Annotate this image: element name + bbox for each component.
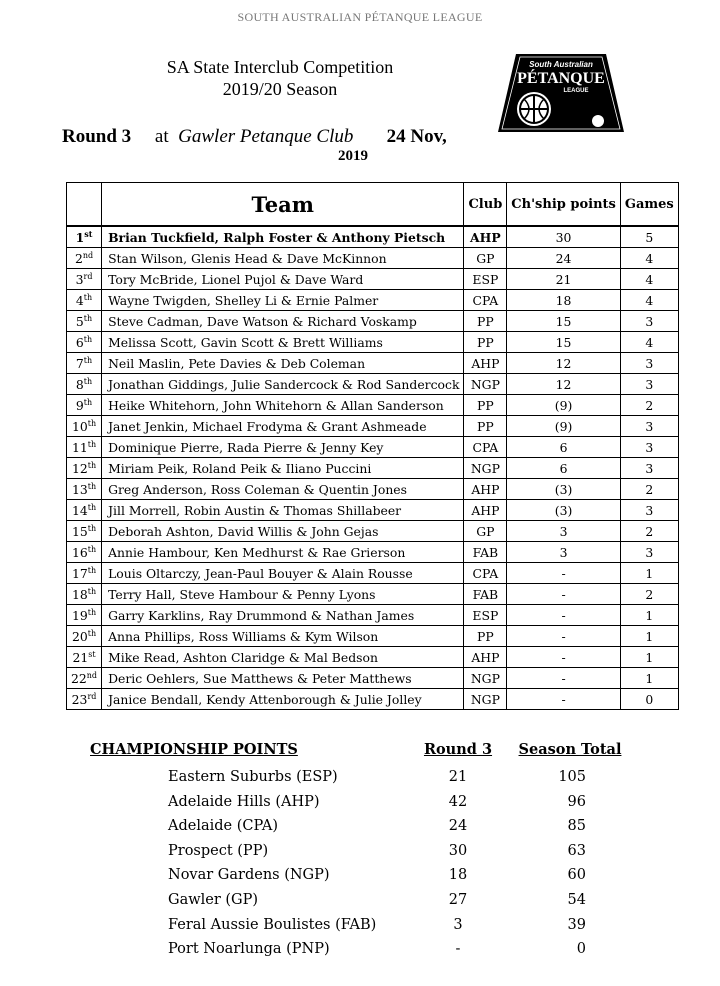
games-cell: 2 bbox=[620, 395, 678, 416]
position-number: 11 bbox=[71, 439, 88, 455]
club-cell: NGP bbox=[464, 689, 507, 710]
team-cell: Dominique Pierre, Rada Pierre & Jenny Key bbox=[102, 437, 464, 458]
points-cell: 3 bbox=[507, 542, 621, 563]
points-cell: 12 bbox=[507, 353, 621, 374]
position-cell bbox=[67, 479, 102, 500]
position-number: 12 bbox=[71, 460, 88, 476]
position-number: 16 bbox=[71, 544, 88, 560]
club-cell: CPA bbox=[464, 563, 507, 584]
position-suffix: nd bbox=[86, 670, 98, 680]
games-cell: 3 bbox=[620, 500, 678, 521]
position-suffix: th bbox=[87, 523, 97, 533]
championship-heading: CHAMPIONSHIP POINTS bbox=[90, 741, 298, 758]
team-cell: Annie Hambour, Ken Medhurst & Rae Grierson bbox=[102, 542, 464, 563]
position-number: 8 bbox=[75, 376, 84, 392]
position-cell bbox=[67, 626, 102, 647]
points-cell: 3 bbox=[507, 521, 621, 542]
results-body bbox=[67, 226, 679, 710]
club-cell: PP bbox=[464, 311, 507, 332]
position-suffix: st bbox=[84, 228, 93, 239]
points-cell: 21 bbox=[507, 269, 621, 290]
position-number: 13 bbox=[71, 481, 88, 497]
position-cell bbox=[67, 584, 102, 605]
table-row bbox=[67, 626, 679, 647]
position-suffix: th bbox=[87, 439, 97, 449]
club-cell: CPA bbox=[464, 437, 507, 458]
team-cell: Heike Whitehorn, John Whitehorn & Allan Sanderson bbox=[102, 395, 464, 416]
club-cell: NGP bbox=[464, 668, 507, 689]
table-row bbox=[67, 563, 679, 584]
championship-season-total: 60 bbox=[567, 867, 586, 884]
games-cell: 1 bbox=[620, 605, 678, 626]
team-cell: Janet Jenkin, Michael Frodyma & Grant Ashmeade bbox=[102, 416, 464, 437]
team-cell: Brian Tuckfield, Ralph Foster & Anthony Pietsch bbox=[102, 226, 464, 248]
competition-title bbox=[120, 56, 440, 100]
position-cell bbox=[67, 689, 102, 710]
championship-row bbox=[0, 867, 720, 891]
team-cell: Deborah Ashton, David Willis & John Gejas bbox=[102, 521, 464, 542]
points-cell: - bbox=[507, 563, 621, 584]
position-suffix: th bbox=[87, 544, 97, 554]
team-cell: Anna Phillips, Ross Williams & Kym Wilson bbox=[102, 626, 464, 647]
position-number: 3 bbox=[75, 271, 84, 287]
team-cell: Louis Oltarczy, Jean-Paul Bouyer & Alain Rousse bbox=[102, 563, 464, 584]
club-cell: ESP bbox=[464, 605, 507, 626]
position-cell bbox=[67, 521, 102, 542]
games-cell: 4 bbox=[620, 290, 678, 311]
games-cell: 4 bbox=[620, 269, 678, 290]
championship-season-total: 39 bbox=[567, 916, 586, 933]
team-cell: Mike Read, Ashton Claridge & Mal Bedson bbox=[102, 647, 464, 668]
championship-row bbox=[0, 769, 720, 793]
team-header: Team bbox=[102, 183, 464, 227]
games-cell: 1 bbox=[620, 626, 678, 647]
position-number: 1 bbox=[75, 229, 85, 245]
position-cell bbox=[67, 226, 102, 248]
championship-club: Eastern Suburbs (ESP) bbox=[168, 769, 338, 785]
games-cell: 2 bbox=[620, 584, 678, 605]
games-cell: 3 bbox=[620, 311, 678, 332]
team-cell: Jonathan Giddings, Julie Sandercock & Rod Sandercock bbox=[102, 374, 464, 395]
points-cell: (3) bbox=[507, 479, 621, 500]
position-cell bbox=[67, 353, 102, 374]
team-cell: Terry Hall, Steve Hambour & Penny Lyons bbox=[102, 584, 464, 605]
championship-row bbox=[0, 917, 720, 941]
position-cell bbox=[67, 458, 102, 479]
position-suffix: th bbox=[83, 376, 93, 386]
games-cell: 4 bbox=[620, 248, 678, 269]
results-header-row bbox=[67, 183, 679, 227]
championship-season-total: 0 bbox=[576, 941, 586, 958]
championship-club: Gawler (GP) bbox=[168, 892, 259, 908]
position-number: 14 bbox=[71, 502, 88, 518]
club-cell: NGP bbox=[464, 374, 507, 395]
position-cell bbox=[67, 500, 102, 521]
club-cell: AHP bbox=[464, 647, 507, 668]
points-cell: 24 bbox=[507, 248, 621, 269]
club-cell: NGP bbox=[464, 458, 507, 479]
team-cell: Deric Oehlers, Sue Matthews & Peter Matthews bbox=[102, 668, 464, 689]
championship-round-points: 21 bbox=[448, 769, 468, 785]
games-cell: 4 bbox=[620, 332, 678, 353]
position-suffix: th bbox=[87, 502, 97, 512]
table-row bbox=[67, 479, 679, 500]
championship-season-total: 54 bbox=[567, 892, 586, 908]
table-row bbox=[67, 605, 679, 626]
championship-round-points: - bbox=[455, 941, 461, 958]
position-header bbox=[67, 183, 102, 227]
position-suffix: rd bbox=[83, 271, 93, 281]
table-row bbox=[67, 521, 679, 542]
table-row bbox=[67, 542, 679, 563]
championship-club: Prospect (PP) bbox=[168, 842, 269, 859]
logo-line2: PÉTANQUE bbox=[517, 70, 605, 87]
table-row bbox=[67, 248, 679, 269]
club-cell: FAB bbox=[464, 542, 507, 563]
team-cell: Jill Morrell, Robin Austin & Thomas Shillabeer bbox=[102, 500, 464, 521]
club-cell: CPA bbox=[464, 290, 507, 311]
games-cell: 3 bbox=[620, 458, 678, 479]
championship-round-points: 42 bbox=[448, 793, 468, 810]
position-cell bbox=[67, 248, 102, 269]
position-cell bbox=[67, 563, 102, 584]
points-cell: 15 bbox=[507, 332, 621, 353]
position-number: 21 bbox=[72, 649, 89, 665]
championship-round-header: Round 3 bbox=[423, 741, 493, 758]
position-cell bbox=[67, 416, 102, 437]
position-cell bbox=[67, 332, 102, 353]
position-number: 5 bbox=[75, 313, 84, 329]
position-suffix: th bbox=[83, 292, 93, 302]
table-row bbox=[67, 458, 679, 479]
points-cell: 30 bbox=[507, 226, 621, 248]
round-year: 2019 bbox=[338, 148, 368, 164]
position-cell bbox=[67, 605, 102, 626]
position-suffix: th bbox=[83, 397, 93, 407]
championship-club: Feral Aussie Boulistes (FAB) bbox=[168, 916, 377, 933]
position-suffix: th bbox=[87, 460, 97, 470]
championship-total-header: Season Total bbox=[518, 741, 622, 758]
logo-line1: South Australian bbox=[529, 60, 593, 69]
position-cell bbox=[67, 542, 102, 563]
table-row bbox=[67, 647, 679, 668]
club-cell: PP bbox=[464, 395, 507, 416]
position-suffix: th bbox=[87, 607, 97, 617]
championship-club: Adelaide Hills (AHP) bbox=[168, 793, 320, 810]
league-header: SOUTH AUSTRALIAN PÉTANQUE LEAGUE bbox=[237, 10, 483, 24]
team-cell: Janice Bendall, Kendy Attenborough & Julie Jolley bbox=[102, 689, 464, 710]
points-cell: - bbox=[507, 668, 621, 689]
club-cell: ESP bbox=[464, 269, 507, 290]
position-cell bbox=[67, 290, 102, 311]
position-number: 17 bbox=[71, 565, 88, 581]
club-cell: AHP bbox=[464, 500, 507, 521]
club-cell: PP bbox=[464, 626, 507, 647]
table-row bbox=[67, 290, 679, 311]
position-cell bbox=[67, 668, 102, 689]
championship-row bbox=[0, 794, 720, 818]
table-row bbox=[67, 311, 679, 332]
position-number: 22 bbox=[71, 670, 87, 686]
position-suffix: th bbox=[87, 628, 97, 638]
position-suffix: th bbox=[87, 418, 97, 428]
position-number: 15 bbox=[71, 523, 88, 539]
club-cell: GP bbox=[464, 248, 507, 269]
championship-season-total: 105 bbox=[558, 769, 586, 785]
championship-row bbox=[0, 843, 720, 867]
team-cell: Melissa Scott, Gavin Scott & Brett Williams bbox=[102, 332, 464, 353]
points-cell: 15 bbox=[507, 311, 621, 332]
games-cell: 2 bbox=[620, 479, 678, 500]
points-cell: - bbox=[507, 647, 621, 668]
position-suffix: th bbox=[83, 334, 93, 344]
championship-round-points: 18 bbox=[448, 867, 468, 884]
team-cell: Steve Cadman, Dave Watson & Richard Voskamp bbox=[102, 311, 464, 332]
table-row bbox=[67, 584, 679, 605]
table-row bbox=[67, 374, 679, 395]
table-row bbox=[67, 416, 679, 437]
points-cell: 12 bbox=[507, 374, 621, 395]
games-cell: 5 bbox=[620, 226, 678, 248]
club-cell: AHP bbox=[464, 479, 507, 500]
position-number: 6 bbox=[75, 334, 84, 350]
position-number: 10 bbox=[71, 418, 88, 434]
points-cell: 6 bbox=[507, 458, 621, 479]
club-cell: AHP bbox=[464, 226, 507, 248]
championship-club: Port Noarlunga (PNP) bbox=[168, 941, 330, 958]
championship-season-total: 63 bbox=[567, 842, 586, 859]
round-venue: Gawler Petanque Club bbox=[178, 126, 354, 147]
position-suffix: th bbox=[87, 565, 97, 575]
table-row bbox=[67, 500, 679, 521]
position-suffix: nd bbox=[82, 250, 94, 260]
games-cell: 3 bbox=[620, 353, 678, 374]
position-number: 4 bbox=[75, 292, 84, 308]
table-row bbox=[67, 668, 679, 689]
club-cell: FAB bbox=[464, 584, 507, 605]
round-date: 24 Nov, bbox=[386, 126, 447, 147]
championship-season-total: 96 bbox=[567, 793, 586, 810]
competition-season: 2019/20 Season bbox=[222, 79, 338, 99]
club-cell: GP bbox=[464, 521, 507, 542]
games-cell: 1 bbox=[620, 563, 678, 584]
club-header: Club bbox=[464, 183, 507, 227]
club-cell: PP bbox=[464, 332, 507, 353]
points-cell: (3) bbox=[507, 500, 621, 521]
position-suffix: th bbox=[87, 586, 97, 596]
games-cell: 3 bbox=[620, 437, 678, 458]
position-number: 18 bbox=[71, 586, 88, 602]
competition-title-line1: SA State Interclub Competition bbox=[166, 57, 394, 77]
championship-row bbox=[0, 892, 720, 916]
club-cell: AHP bbox=[464, 353, 507, 374]
team-cell: Garry Karklins, Ray Drummond & Nathan James bbox=[102, 605, 464, 626]
position-cell bbox=[67, 395, 102, 416]
table-row bbox=[67, 332, 679, 353]
pla-logo bbox=[494, 52, 628, 136]
points-header: Ch'ship points bbox=[507, 183, 621, 227]
team-cell: Neil Maslin, Pete Davies & Deb Coleman bbox=[102, 353, 464, 374]
points-cell: (9) bbox=[507, 395, 621, 416]
position-suffix: st bbox=[88, 649, 96, 659]
points-cell: - bbox=[507, 626, 621, 647]
championship-club: Novar Gardens (NGP) bbox=[168, 867, 330, 884]
position-number: 23 bbox=[71, 691, 88, 707]
games-cell: 2 bbox=[620, 521, 678, 542]
position-suffix: th bbox=[83, 355, 93, 365]
championship-row bbox=[0, 941, 720, 965]
championship-row bbox=[0, 818, 720, 842]
position-cell bbox=[67, 647, 102, 668]
table-row bbox=[67, 269, 679, 290]
position-suffix: th bbox=[83, 313, 93, 323]
position-cell bbox=[67, 311, 102, 332]
team-cell: Tory McBride, Lionel Pujol & Dave Ward bbox=[102, 269, 464, 290]
championship-round-points: 30 bbox=[448, 842, 468, 859]
games-cell: 3 bbox=[620, 416, 678, 437]
points-cell: - bbox=[507, 605, 621, 626]
games-cell: 0 bbox=[620, 689, 678, 710]
team-cell: Stan Wilson, Glenis Head & Dave McKinnon bbox=[102, 248, 464, 269]
points-cell: 6 bbox=[507, 437, 621, 458]
table-row bbox=[67, 226, 679, 248]
championship-round-points: 24 bbox=[448, 818, 468, 835]
table-row bbox=[67, 395, 679, 416]
table-row bbox=[67, 689, 679, 710]
position-cell bbox=[67, 374, 102, 395]
round-at: at bbox=[154, 126, 169, 147]
results-table bbox=[66, 182, 679, 710]
points-cell: - bbox=[507, 584, 621, 605]
championship-season-total: 85 bbox=[567, 818, 586, 835]
points-cell: 18 bbox=[507, 290, 621, 311]
points-cell: (9) bbox=[507, 416, 621, 437]
position-number: 2 bbox=[74, 250, 83, 266]
championship-round-points: 27 bbox=[448, 892, 468, 908]
position-cell bbox=[67, 437, 102, 458]
team-cell: Wayne Twigden, Shelley Li & Ernie Palmer bbox=[102, 290, 464, 311]
championship-round-points: 3 bbox=[453, 916, 463, 933]
position-suffix: th bbox=[87, 481, 97, 491]
club-cell: PP bbox=[464, 416, 507, 437]
position-suffix: rd bbox=[87, 691, 97, 701]
games-cell: 3 bbox=[620, 542, 678, 563]
games-header: Games bbox=[620, 183, 678, 227]
games-cell: 1 bbox=[620, 647, 678, 668]
logo-line3: LEAGUE bbox=[563, 88, 589, 94]
position-number: 19 bbox=[71, 607, 88, 623]
games-cell: 1 bbox=[620, 668, 678, 689]
position-cell bbox=[67, 269, 102, 290]
table-row bbox=[67, 353, 679, 374]
team-cell: Greg Anderson, Ross Coleman & Quentin Jones bbox=[102, 479, 464, 500]
points-cell: - bbox=[507, 689, 621, 710]
table-row bbox=[67, 437, 679, 458]
team-cell: Miriam Peik, Roland Peik & Iliano Puccini bbox=[102, 458, 464, 479]
position-number: 7 bbox=[75, 355, 84, 371]
games-cell: 3 bbox=[620, 374, 678, 395]
position-number: 20 bbox=[71, 628, 88, 644]
round-info bbox=[62, 126, 447, 148]
championship-club: Adelaide (CPA) bbox=[168, 818, 279, 835]
round-label: Round 3 bbox=[62, 126, 132, 147]
position-number: 9 bbox=[75, 397, 84, 413]
